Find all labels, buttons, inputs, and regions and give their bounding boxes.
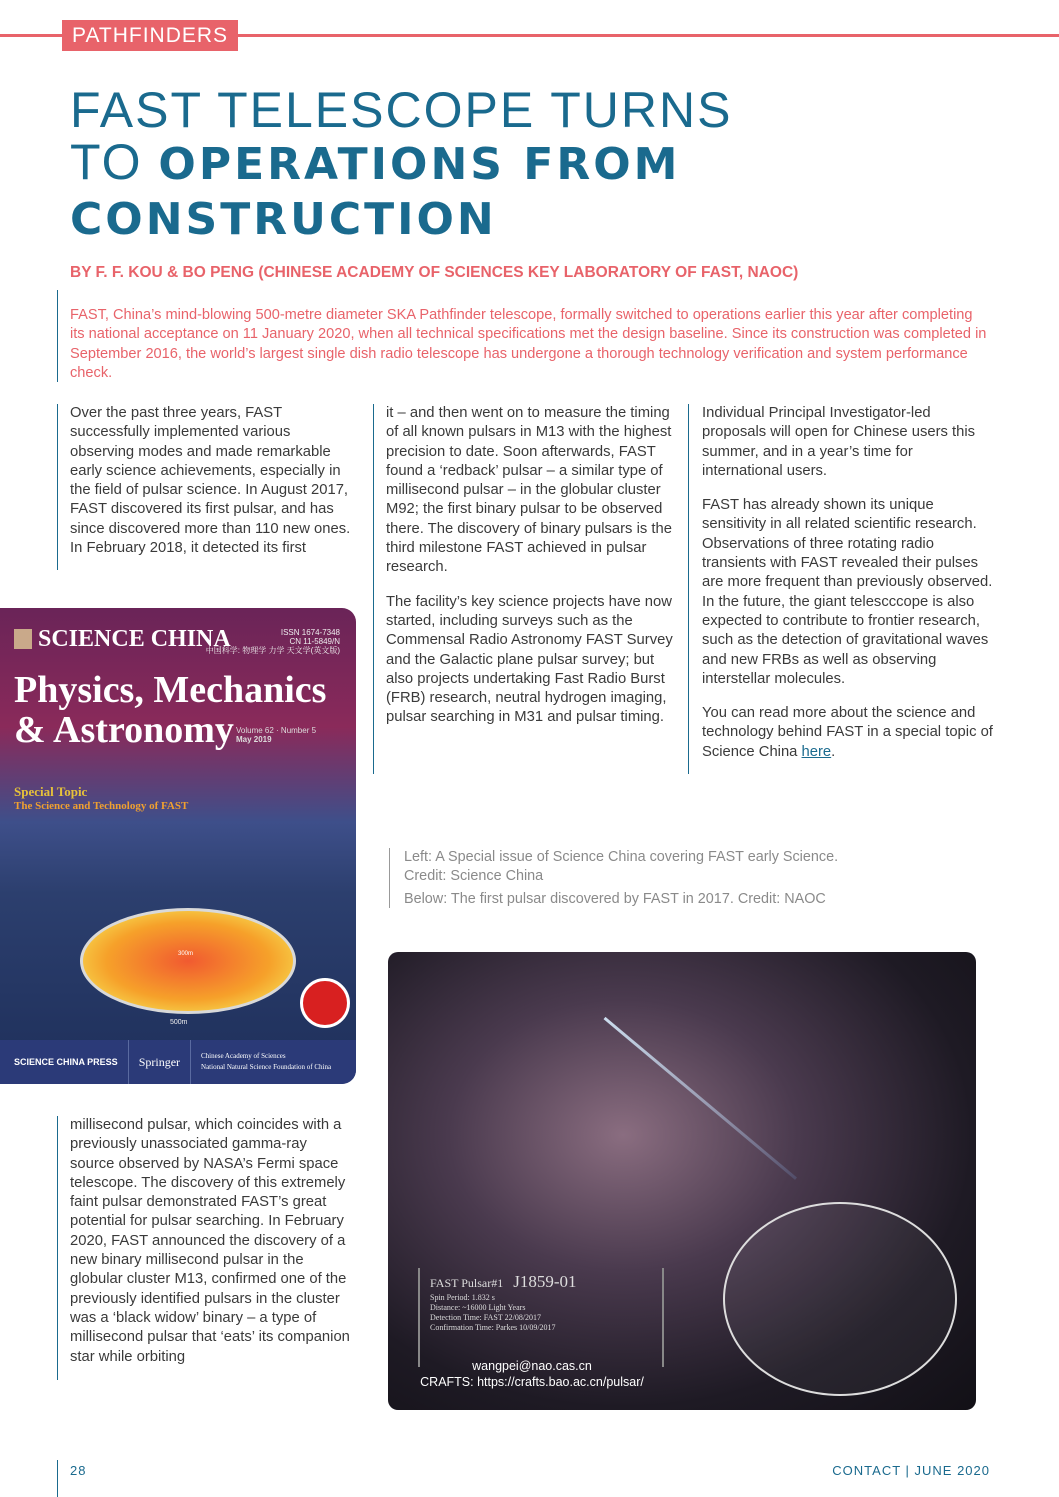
column-1-top [70, 404, 355, 573]
title-line-2 [70, 136, 1020, 191]
column-1-bottom [70, 1116, 355, 1382]
body-text: You can read more about the science and technology behind FAST in a special topic of Science China [702, 705, 993, 760]
science-china-cover-image [0, 608, 356, 1084]
column-3 [702, 404, 994, 777]
cover-title-2: & Astronomy [14, 709, 234, 751]
pulsar-confirmation: Confirmation Time: Parkes 10/09/2017 [430, 1323, 556, 1332]
publisher-3 [191, 1051, 341, 1073]
pulsar-spin: Spin Period: 1.832 s [430, 1293, 495, 1302]
topic: The Science and Technology of FAST [14, 800, 189, 812]
body-paragraph: FAST has already shown its unique sensitivity in all related scientific research. Observations of three rotating radio transients with FAST revealed their pulses are more frequent than previously observed. In the future, the giant telescccope is also expected to contribute to frontier research, such as the detection of gravitational waves and new FRBs as well as observing interstellar molecules. [702, 497, 993, 687]
fast-logo-icon [300, 978, 350, 1028]
pulsar-url: CRAFTS: https://crafts.bao.ac.cn/pulsar/ [420, 1375, 644, 1389]
cn-sub: 中国科学: 物理学 力学 天文学(英文版) [205, 646, 340, 655]
dim-300: 300m [178, 951, 194, 957]
pulsar-info-panel [418, 1268, 664, 1367]
cover-brand [14, 626, 231, 653]
body-paragraph: millisecond pulsar, which coincides with a previously unassociated gamma-ray source observed by NASA’s Fermi space telescope. The discovery of this extremely faint pulsar demonstrated FAST’s great potential for pulsar searching. In February 2020, FAST announced the discovery of a new binary millisecond pulsar in the globular cluster M13, confirmed one of the previously identified pulsars in the cluster was a ‘black widow’ binary – a type of millisecond pulsar that ‘eats’ its companion star while orbiting [70, 1117, 350, 1365]
date: May 2019 [236, 735, 272, 744]
pulsar-beam [604, 1017, 797, 1180]
pulsar-contact [414, 1358, 650, 1390]
caption-line: Left: A Special issue of Science China covering FAST early Science. [404, 849, 839, 865]
pulsar-label: FAST Pulsar#1 [430, 1276, 504, 1290]
section-tag: PATHFINDERS [62, 20, 238, 51]
pub3a: Chinese Academy of Sciences [201, 1052, 286, 1060]
pulsar-detection: Detection Time: FAST 22/08/2017 [430, 1313, 542, 1322]
caption-left [404, 848, 838, 886]
pulsar-name: J1859-01 [513, 1272, 577, 1291]
title-line-3 [70, 191, 1020, 246]
column-rule [688, 404, 689, 774]
intro-paragraph: FAST, China’s mind-blowing 500-metre diameter SKA Pathfinder telescope, formally switched to operations earlier this year after completing its national acceptance on 11 January 2020, when all technical specifications met the design baseline. Since its construction was completed in September 2016, the world’s largest single dish radio telescope has undergone a thorough technology verification and system performance check. [70, 307, 987, 382]
publisher-1: SCIENCE CHINA PRESS [0, 1040, 129, 1084]
cover-title-1: Physics, Mechanics [14, 669, 327, 711]
intro-rule [57, 290, 58, 382]
telescope-dish-illustration [80, 908, 296, 1014]
dim-500: 500m [170, 1019, 188, 1026]
body-paragraph: Individual Principal Investigator-led proposals will open for Chinese users this summer, and in a year’s time for international users. [702, 405, 976, 479]
cover-volume [236, 726, 316, 744]
body-paragraph: You can read more about the science and technology behind FAST in a special topic of Science China here. [702, 705, 993, 760]
cn: CN 11-5849/N [289, 637, 340, 646]
article-title [70, 84, 1020, 246]
telescope-ring [723, 1202, 957, 1396]
cover-brand-text: SCIENCE CHINA [38, 626, 231, 652]
cover-publishers [0, 1040, 356, 1084]
publication-footer: CONTACT | JUNE 2020 [832, 1463, 990, 1478]
body-paragraph: it – and then went on to measure the timing of all known pulsars in M13 with the highest precision to date. Soon afterwards, FAST found a ‘redback’ pulsar – a similar type of millisecond pulsar – in the globular cluster M92; the first binary pulsar to be observed there. The discovery of binary pulsars is the third milestone FAST achieved in pulsar research. [386, 405, 672, 576]
issn: ISSN 1674-7348 [280, 628, 340, 637]
caption-credit: Credit: Science China [404, 868, 544, 884]
here-link[interactable]: here [801, 743, 832, 760]
column-rule [57, 1116, 58, 1380]
body-paragraph: The facility’s key science projects have now started, including surveys such as the Commensal Radio Astronomy FAST Survey and the Galactic plane pulsar survey; but also projects undertaking Fast Radio Burst (FRB) research, neutral hydrogen imaging, pulsar searching in M31 and pulsar timing. [386, 593, 673, 726]
column-2 [386, 404, 678, 743]
pulsar-email: wangpei@nao.cas.cn [472, 1359, 592, 1373]
science-china-logo-icon [14, 629, 32, 649]
cover-special-topic [14, 784, 188, 814]
pulsar-distance: Distance: ~16000 Light Years [430, 1303, 526, 1312]
page-number: 28 [70, 1463, 87, 1478]
column-rule [57, 404, 58, 570]
cover-issn [206, 628, 340, 655]
title-bold-1: OPERATIONS FROM [158, 139, 681, 190]
title-line-1: FAST TELESCOPE TURNS [70, 82, 733, 138]
title-bold-2: CONSTRUCTION [70, 194, 497, 245]
caption-below: Below: The first pulsar discovered by FAST in 2017. Credit: NAOC [404, 891, 826, 907]
special: Special Topic [14, 784, 88, 799]
column-rule [373, 404, 374, 774]
publisher-2: Springer [129, 1040, 191, 1084]
pulsar-heading [430, 1272, 652, 1293]
byline: BY F. F. KOU & BO PENG (CHINESE ACADEMY OF SCIENCES KEY LABORATORY OF FAST, NAOC) [70, 264, 799, 281]
footer-rule [57, 1460, 58, 1497]
title-light: TO [70, 134, 159, 190]
caption-rule [389, 848, 390, 908]
body-paragraph: Over the past three years, FAST successfully implemented various observing modes and made remarkable early science achievements, especially in the field of pulsar science. In August 2017, FAST discovered its first pulsar, and has since discovered more than 110 new ones. In February 2018, it detected its first [70, 405, 351, 557]
pub3b: National Natural Science Foundation of China [201, 1063, 332, 1071]
volume: Volume 62 · Number 5 [236, 726, 317, 735]
pulsar-image [388, 952, 976, 1410]
